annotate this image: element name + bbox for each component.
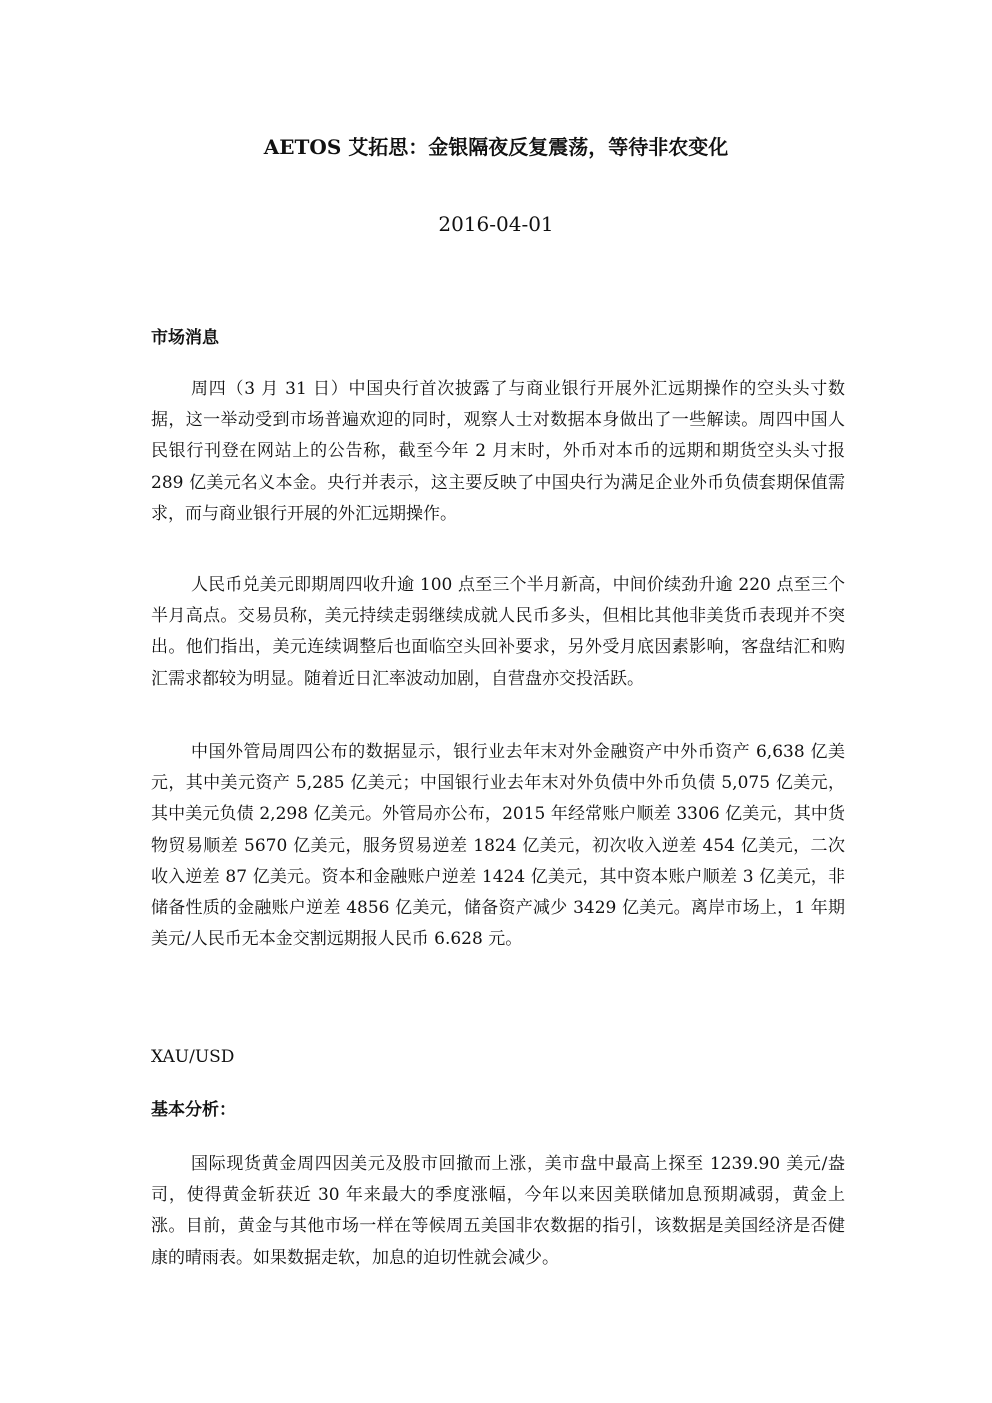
document-date: 2016-04-01 <box>438 212 554 236</box>
symbol-label-xau-usd: XAU/USD <box>151 1047 235 1067</box>
market-paragraph-2: 人民币兑美元即期周四收升逾 100 点至三个半月新高，中间价续劲升逾 220 点至三个半月高点。交易员称，美元持续走弱继续成就人民币多头，但相比其他非美货币表现并不突出。他们指出，美元连续调整后也面临空头回补要求，另外受月底因素影响，客盘结汇和购汇需求都较为明显。随着近日汇率波动加剧，自营盘亦交投活跃。 <box>151 575 845 689</box>
market-paragraph-3: 中国外管局周四公布的数据显示，银行业去年末对外金融资产中外币资产 6,638 亿美元，其中美元资产 5,285 亿美元；中国银行业去年末对外负债中外币负债 5,075 亿美元，其中美元负债 2,298 亿美元。外管局亦公布，2015 年经常账户顺差 3306 亿美元，其中货物贸易顺差 5670 亿美元，服务贸易逆差 1824 亿美元，初次收入逆差 454 亿美元，二次收入逆差 87 亿美元。资本和金融账户逆差 1424 亿美元，其中资本账户顺差 3 亿美元，非储备性质的金融账户逆差 4856 亿美元，储备资产减少 3429 亿美元。离岸市场上，1 年期美元/人民币无本金交割远期报人民币 6.628 元。 <box>151 742 845 950</box>
section-heading-market-news: 市场消息 <box>151 328 219 348</box>
document-title: AETOS 艾拓思：金银隔夜反复震荡，等待非农变化 <box>263 135 729 159</box>
xau-paragraph-1: 国际现货黄金周四因美元及股市回撤而上涨，美市盘中最高上探至 1239.90 美元/盎司，使得黄金斩获近 30 年来最大的季度涨幅，今年以来因美联储加息预期减弱，黄金上涨。目前，黄金与其他市场一样在等候周五美国非农数据的指引，该数据是美国经济是否健康的晴雨表。如果数据走软，加息的迫切性就会减少。 <box>151 1154 845 1268</box>
section-heading-fundamental-analysis: 基本分析： <box>151 1100 236 1120</box>
market-paragraph-1: 周四（3 月 31 日）中国央行首次披露了与商业银行开展外汇远期操作的空头头寸数据，这一举动受到市场普遍欢迎的同时，观察人士对数据本身做出了一些解读。周四中国人民银行刊登在网站上的公告称，截至今年 2 月末时，外币对本币的远期和期货空头头寸报 289 亿美元名义本金。央行并表示，这主要反映了中国央行为满足企业外币负债套期保值需求，而与商业银行开展的外汇远期操作。 <box>151 379 845 524</box>
